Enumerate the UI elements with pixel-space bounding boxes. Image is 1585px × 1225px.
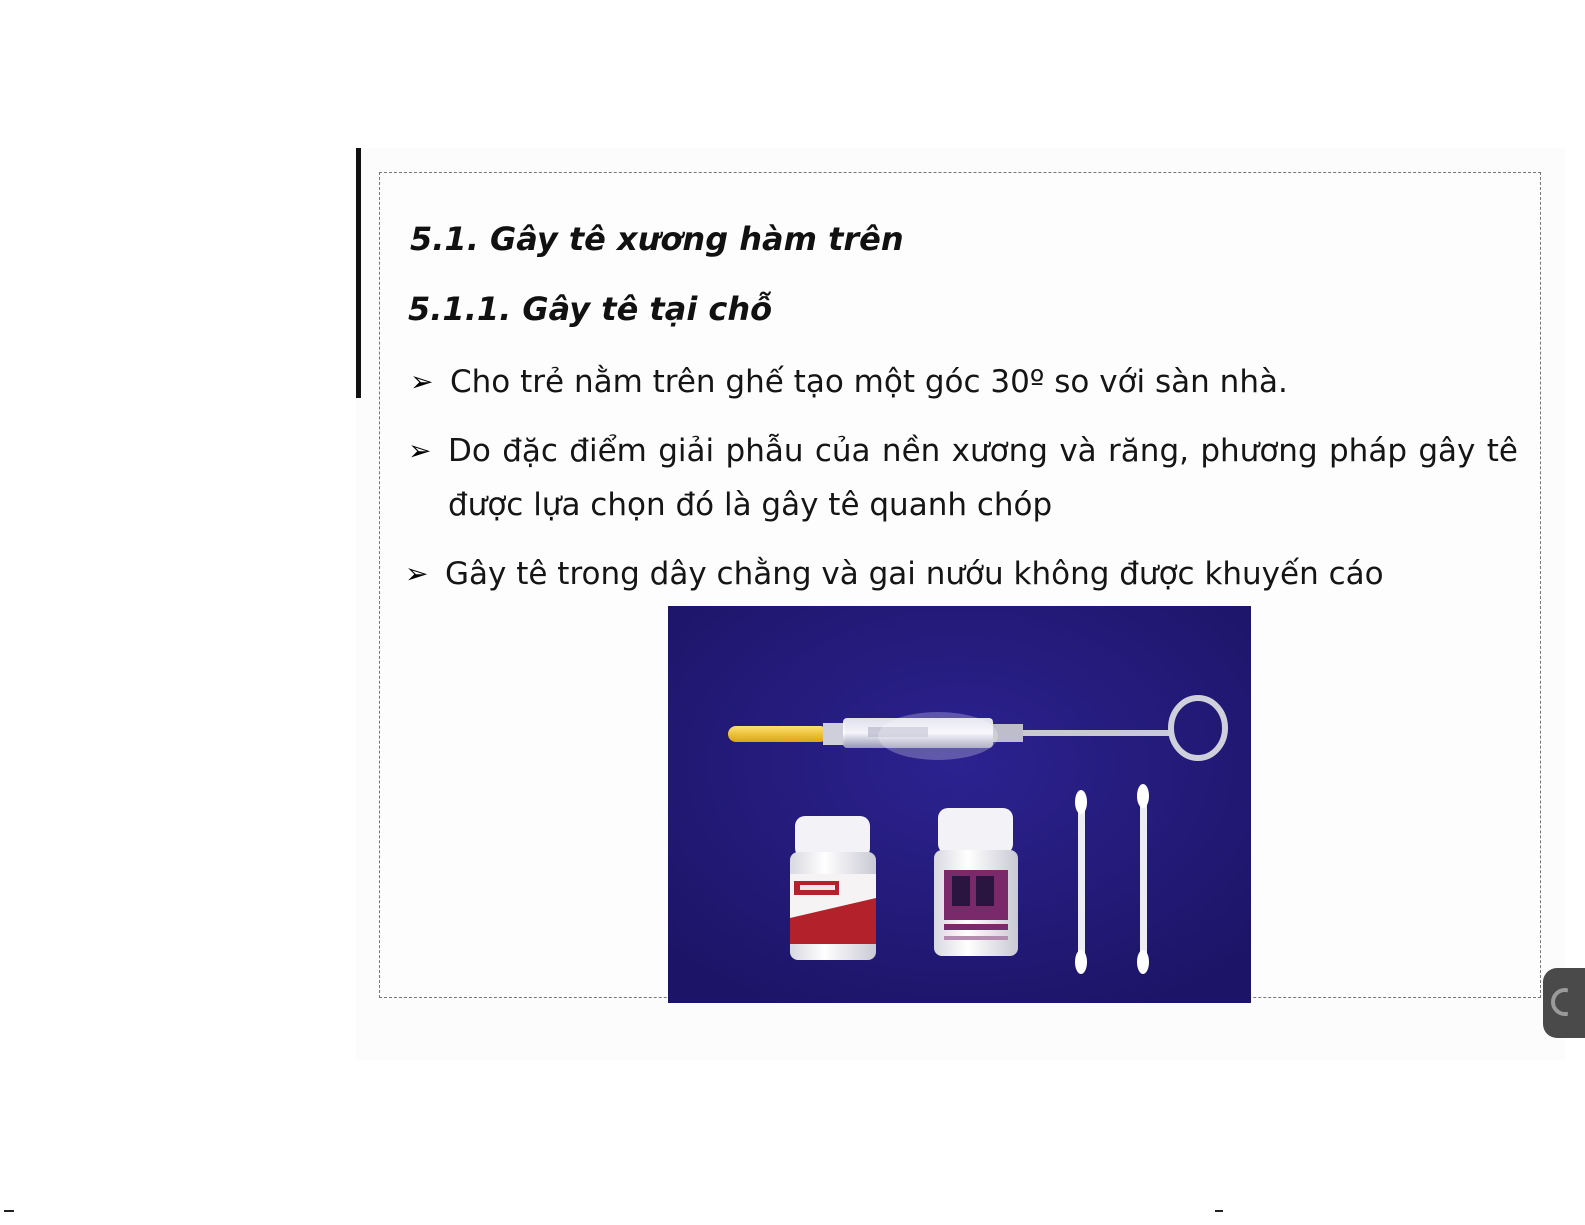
- bullet-text: Do đặc điểm giải phẫu của nền xương và răng, phương pháp gây tê được lựa chọn đó là gây tê quanh chóp: [448, 433, 1518, 523]
- bullet-text: Gây tê trong dây chằng và gai nướu không được khuyến cáo: [445, 556, 1384, 592]
- instruments-photo: [668, 606, 1251, 1003]
- edge-artifact: [1215, 1210, 1223, 1212]
- bullet-item-1: [410, 355, 1510, 409]
- scroll-handle-icon: [1551, 988, 1579, 1016]
- left-edge-rule: [356, 148, 361, 398]
- bullet-item-2: [408, 424, 1518, 532]
- medicine-bottle-icon: [790, 816, 876, 960]
- arrow-bullet-icon: ➢: [408, 434, 432, 467]
- side-scroll-handle[interactable]: [1543, 968, 1585, 1038]
- arrow-bullet-icon: ➢: [410, 365, 434, 398]
- edge-artifact: [4, 1210, 14, 1212]
- medicine-bottle-icon: [934, 808, 1018, 956]
- section-heading: 5.1. Gây tê xương hàm trên: [410, 220, 904, 258]
- bullet-text: Cho trẻ nằm trên ghế tạo một góc 30º so với sàn nhà.: [450, 364, 1288, 400]
- bullet-item-3: [405, 547, 1505, 601]
- arrow-bullet-icon: ➢: [405, 557, 429, 590]
- subsection-heading: 5.1.1. Gây tê tại chỗ: [408, 290, 773, 328]
